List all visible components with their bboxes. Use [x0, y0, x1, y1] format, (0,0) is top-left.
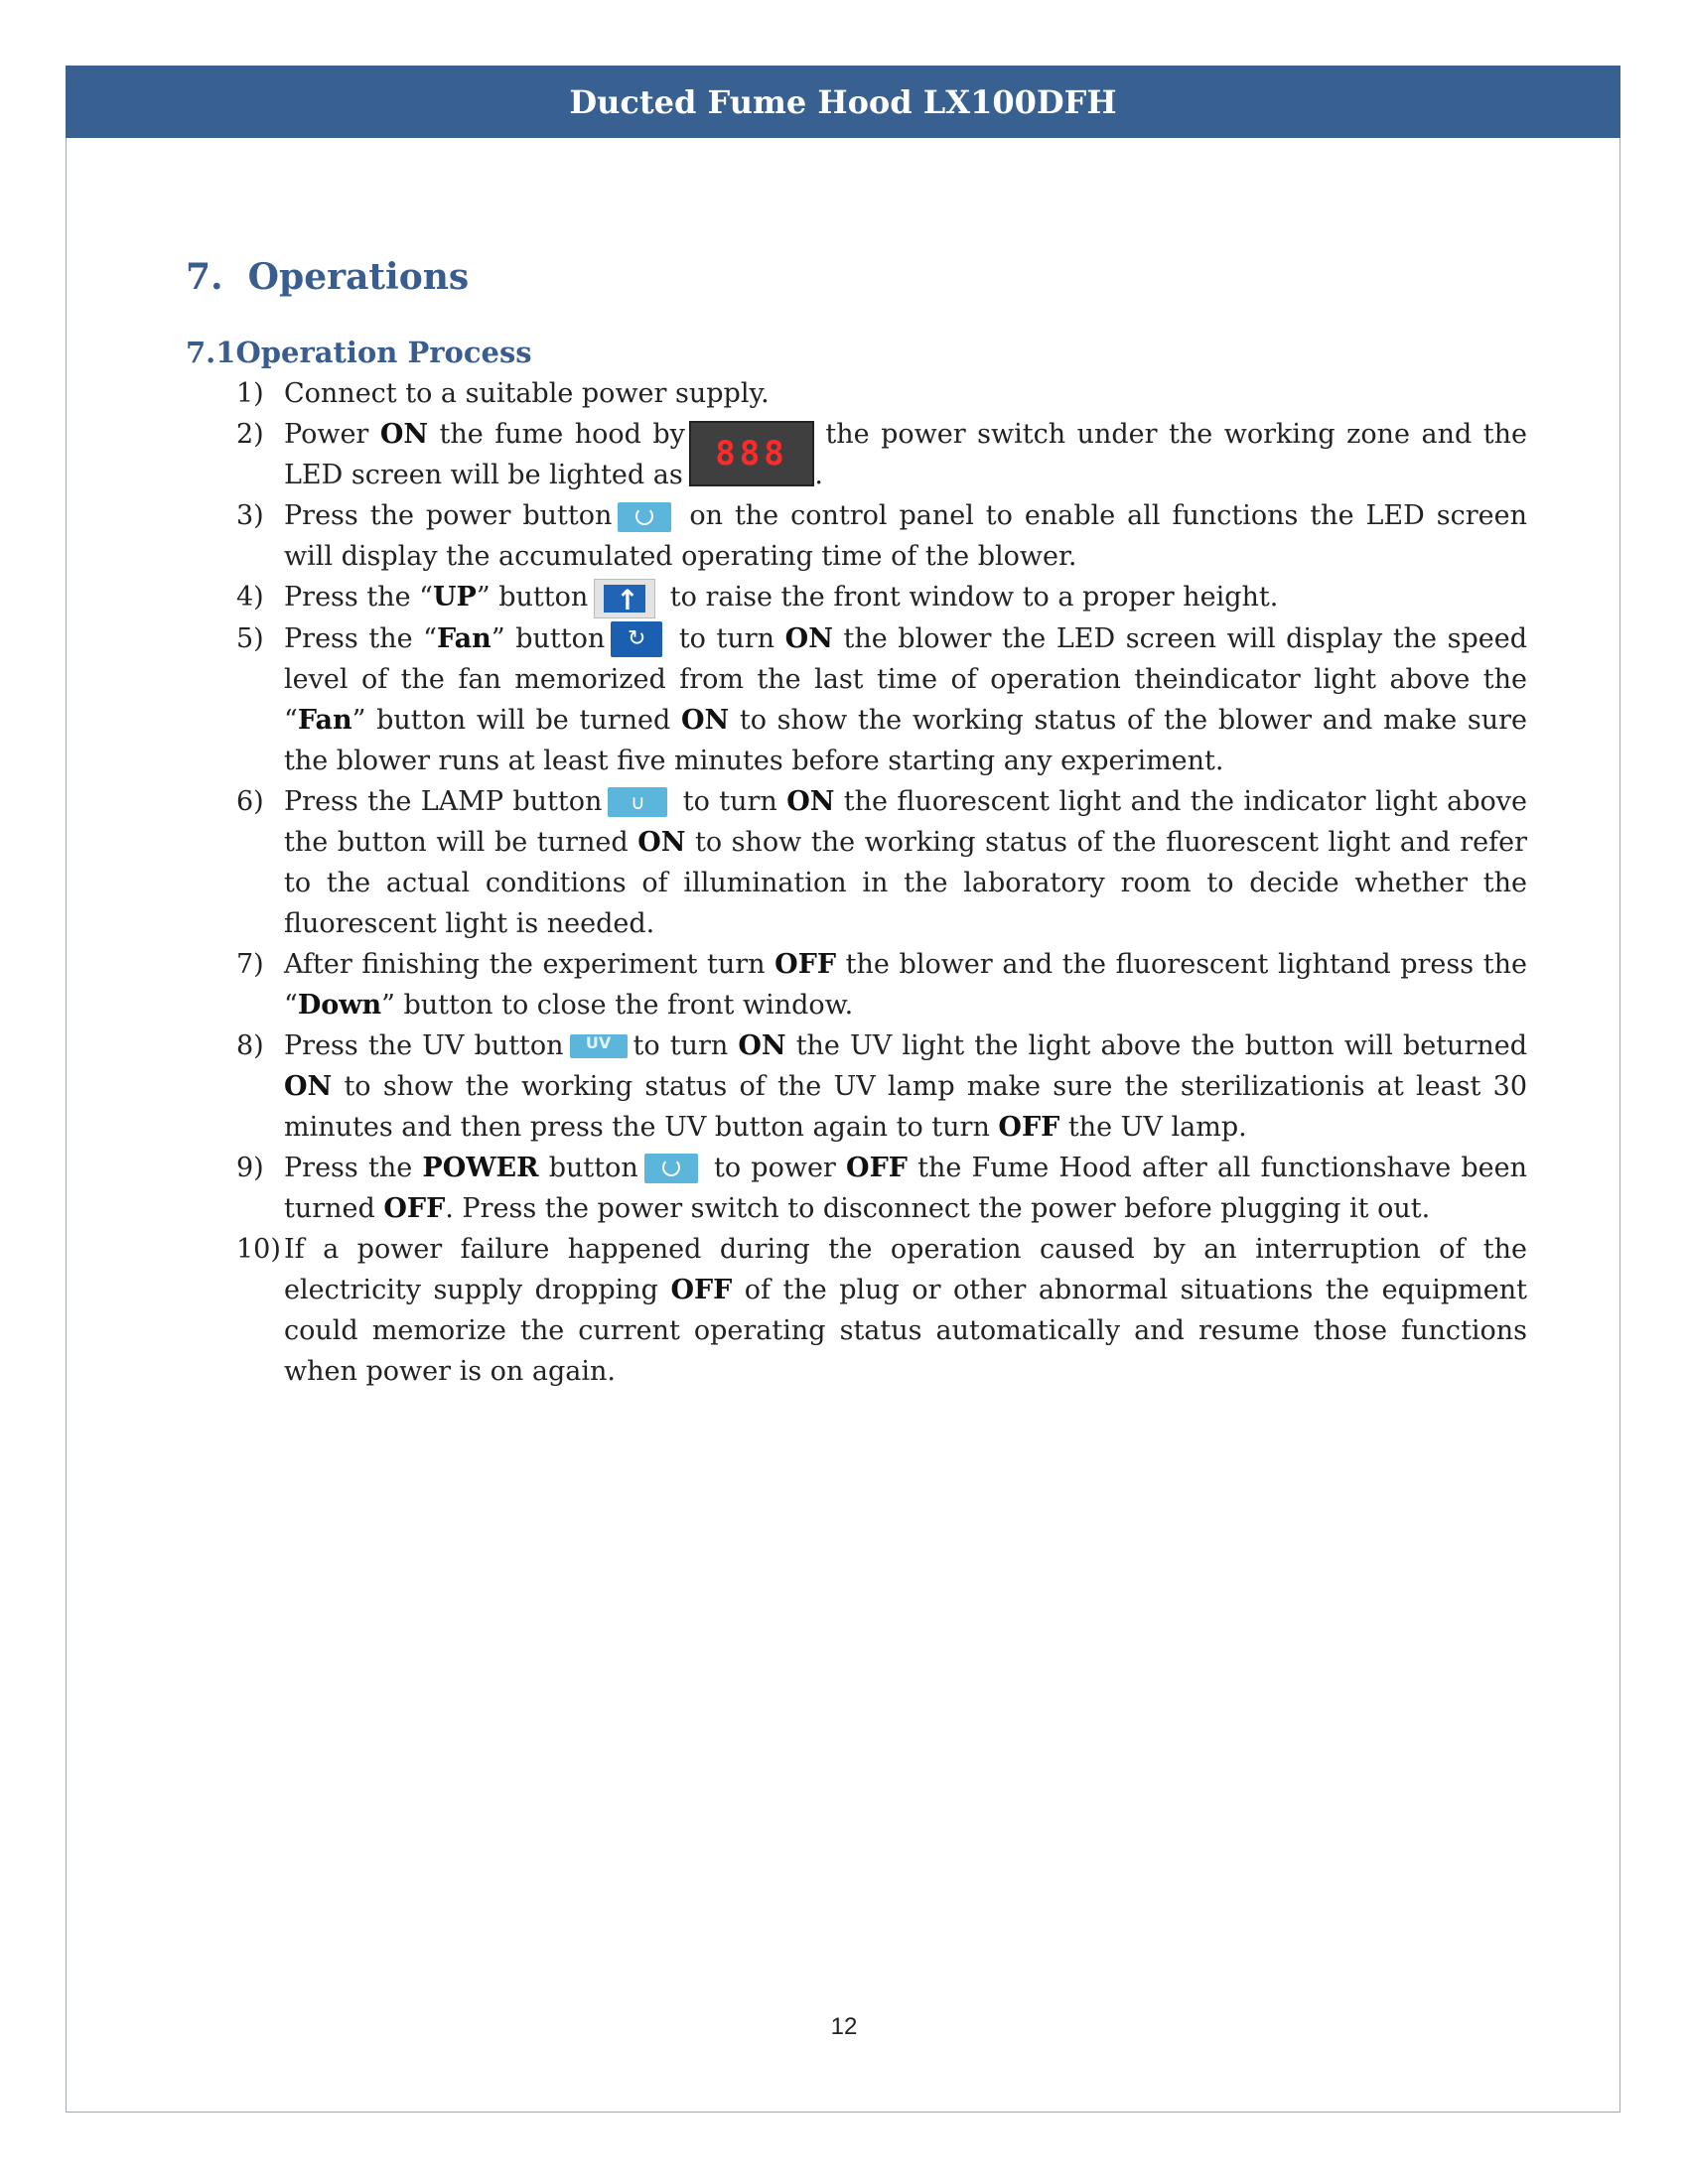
step-text: to power: [703, 1152, 847, 1183]
subsection-title: Operation Process: [235, 336, 532, 369]
step-text: ” button: [491, 622, 606, 654]
step-text: to show the working status of the blower and make sure the blower runs at least five minutes before starting any experiment.: [284, 704, 1527, 776]
led-display-text: 888: [715, 434, 788, 474]
step-bold: OFF: [998, 1111, 1060, 1143]
list-item: [236, 495, 1527, 577]
power-button-icon: [644, 1154, 698, 1183]
step-text: the UV lamp.: [1059, 1111, 1247, 1143]
step-text: Press the “: [284, 622, 437, 654]
step-number: 10): [236, 1233, 281, 1265]
step-text: ” button: [476, 582, 589, 613]
document-title: Ducted Fume Hood LX100DFH: [569, 82, 1117, 121]
step-text: the UV light the light above the button will beturned: [785, 1029, 1527, 1061]
step-text: to turn: [633, 1029, 739, 1061]
step-bold: ON: [786, 785, 835, 817]
step-bold: Fan: [436, 622, 492, 654]
step-bold: POWER: [422, 1152, 539, 1183]
section-number: 7.: [186, 256, 223, 298]
step-number: 4): [236, 582, 264, 613]
step-text: to show the working status of the UV lamp make sure the sterilizationis at least 30 minutes and then press the UV button again to turn: [284, 1070, 1527, 1143]
step-bold: ON: [738, 1029, 786, 1061]
step-text: the blower and the fluorescent lightand press the “: [284, 948, 1527, 1021]
step-text: Power: [284, 419, 380, 450]
list-item: [236, 781, 1527, 944]
section-heading: [186, 256, 469, 298]
step-number: 8): [236, 1029, 264, 1061]
list-item: [236, 414, 1527, 495]
lamp-icon: ∪: [608, 787, 667, 817]
step-bold: UP: [432, 582, 477, 613]
step-text: to turn: [668, 622, 785, 654]
step-text: Press the power button: [284, 500, 613, 531]
list-item: [236, 1148, 1527, 1229]
step-text: Press the “: [284, 582, 433, 613]
list-item: [236, 944, 1527, 1025]
step-text: Press the UV button: [284, 1029, 564, 1061]
step-number: 3): [236, 500, 264, 531]
step-text: If a power failure happened during the operation caused by an interruption of the electricity supply dropping: [284, 1233, 1527, 1305]
power-button-icon: [618, 502, 671, 532]
step-number: 7): [236, 948, 264, 980]
step-text: button: [538, 1152, 638, 1183]
step-number: 6): [236, 785, 264, 817]
step-bold: ON: [680, 704, 730, 736]
fan-icon: ↻: [611, 621, 662, 657]
step-text: to show the working status of the fluorescent light and refer to the actual conditions of illumination in the laboratory room to decide whether the fluorescent light is needed.: [284, 826, 1527, 939]
step-text: the fume hood by: [428, 419, 685, 450]
step-number: 9): [236, 1152, 264, 1183]
step-text: ” button to close the front window.: [381, 989, 854, 1021]
step-bold: ON: [637, 826, 686, 858]
list-item: [236, 618, 1527, 781]
list-item: [236, 1025, 1527, 1148]
step-text: of the plug or other abnormal situations the equipment could memorize the current operating status automatically and resume those functions when power is on again.: [284, 1274, 1527, 1387]
step-text: ” button will be turned: [352, 704, 681, 736]
step-text: . Press the power switch to disconnect the power before plugging it out.: [445, 1192, 1431, 1224]
subsection-number: 7.1: [186, 336, 236, 369]
step-bold: OFF: [846, 1152, 908, 1183]
uv-icon: UV: [570, 1034, 628, 1058]
step-number: 5): [236, 622, 264, 654]
list-item: [236, 577, 1527, 618]
step-text: to raise the front window to a proper height.: [661, 582, 1279, 613]
section-title: Operations: [247, 256, 470, 298]
subsection-heading: [186, 336, 532, 369]
step-bold: OFF: [383, 1192, 446, 1224]
list-item: [236, 373, 1527, 414]
step-text: .: [814, 460, 823, 490]
document-header: [66, 66, 1620, 138]
step-bold: ON: [784, 622, 833, 654]
step-text: Press the: [284, 1152, 423, 1183]
step-number: 1): [236, 378, 264, 409]
up-arrow-icon: [594, 579, 655, 618]
page-number: 12: [830, 2013, 858, 2040]
step-text: the Fume Hood after all functionshave been turned: [284, 1152, 1527, 1224]
step-bold: ON: [379, 419, 429, 450]
step-text: the blower the LED screen will display the speed level of the fan memorized from the last time of operation theindicator light above the “: [284, 622, 1528, 736]
step-bold: OFF: [670, 1274, 733, 1305]
step-number: 2): [236, 419, 264, 450]
step-bold: ON: [284, 1070, 333, 1102]
step-text: After finishing the experiment turn: [284, 948, 775, 980]
step-text: to turn: [673, 785, 787, 817]
step-bold: Fan: [297, 704, 352, 736]
step-text: the power switch under the working zone and the LED screen will be lighted as: [284, 419, 1527, 490]
step-text: Connect to a suitable power supply.: [284, 378, 770, 409]
step-bold: Down: [297, 989, 382, 1021]
step-text: on the control panel to enable all functions the LED screen will display the accumulated operating time of the blower.: [284, 500, 1527, 572]
list-item: [236, 1229, 1527, 1392]
step-text: the fluorescent light and the indicator light above the button will be turned: [284, 785, 1528, 858]
operation-steps-list: [236, 373, 1527, 1392]
step-bold: OFF: [774, 948, 837, 980]
step-text: Press the LAMP button: [284, 785, 603, 817]
